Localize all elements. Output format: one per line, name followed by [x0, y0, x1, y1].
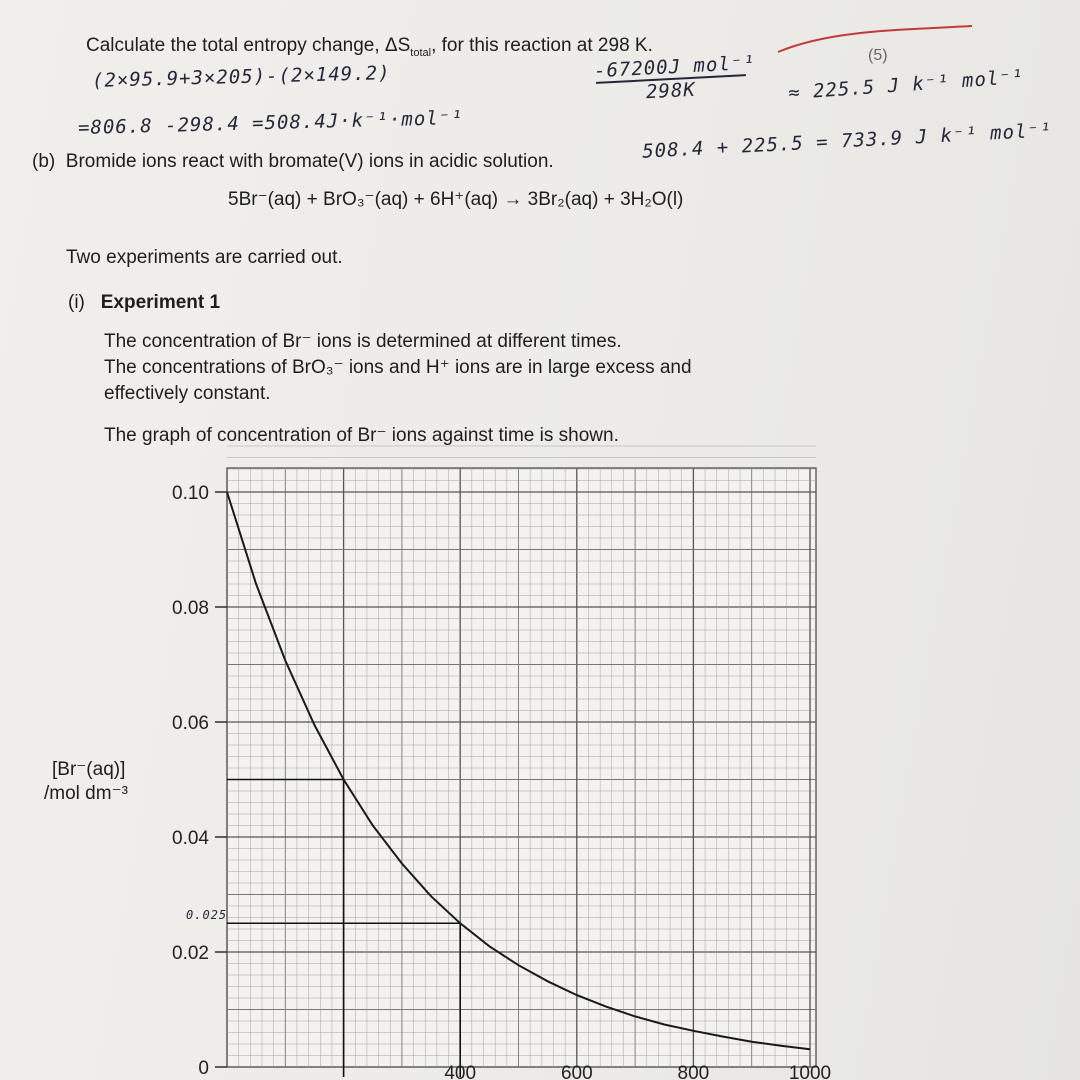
description-line-1: The concentration of Br⁻ ions is determined at different times. — [104, 331, 622, 352]
handwritten-graph-note: 0.025 — [186, 908, 228, 922]
x-tick-label: 800 — [677, 1063, 710, 1080]
y-tick-label: 0.04 — [172, 828, 209, 849]
y-tick-label: 0.10 — [172, 483, 209, 504]
question-text: Calculate the total entropy change, ΔS — [86, 35, 411, 56]
grid-background — [227, 468, 816, 1067]
x-tick-label: 400 — [444, 1063, 477, 1080]
y-tick-label: 0.02 — [172, 943, 209, 964]
question-subscript: total — [410, 46, 432, 59]
graph-intro: The graph of concentration of Br⁻ ions against time is shown. — [104, 425, 619, 446]
handwritten-approx: ≈ 225.5 J k⁻¹ mol⁻¹ — [787, 65, 1025, 105]
handwritten-line-2: =806.8 -298.4 =508.4J·k⁻¹·mol⁻¹ — [77, 106, 464, 140]
y-tick-label: 0 — [198, 1058, 209, 1079]
handwritten-line-1: (2×95.9+3×205)-(2×149.2) — [91, 62, 391, 92]
question-end: , for this reaction at 298 K. — [431, 35, 653, 56]
two-experiments-text: Two experiments are carried out. — [66, 247, 343, 268]
y-tick-label: 0.08 — [172, 598, 209, 619]
graph-paper-grid — [227, 446, 816, 1067]
description-line-3: effectively constant. — [104, 383, 271, 404]
marks-label: (5) — [868, 47, 888, 64]
part-b-intro-text: Bromide ions react with bromate(V) ions in acidic solution. — [65, 151, 554, 172]
handwritten-fraction-bottom: 298K — [645, 78, 697, 104]
handwritten-sum: 508.4 + 225.5 = 733.9 J k⁻¹ mol⁻¹ — [641, 119, 1053, 163]
sub-part-label: (i) — [68, 292, 85, 313]
reaction-equation: 5Br⁻(aq) + BrO₃⁻(aq) + 6H⁺(aq) → 3Br₂(aq) + 3H₂O(l) — [228, 189, 684, 210]
experiment-title: Experiment 1 — [100, 292, 221, 313]
y-tick-label: 0.06 — [172, 713, 209, 734]
handwritten-fraction-top: -67200J mol⁻¹ — [593, 51, 757, 83]
y-axis-label-line-2: /mol dm⁻³ — [44, 783, 128, 804]
tick-mark-red — [778, 26, 972, 52]
description-line-2: The concentrations of BrO₃⁻ ions and H⁺ ions are in large excess and — [104, 357, 692, 378]
x-tick-label: 1000 — [788, 1063, 832, 1080]
x-tick-label: 600 — [560, 1063, 593, 1080]
part-b-label: (b) — [32, 151, 56, 172]
y-axis-label-line-1: [Br⁻(aq)] — [52, 759, 126, 780]
